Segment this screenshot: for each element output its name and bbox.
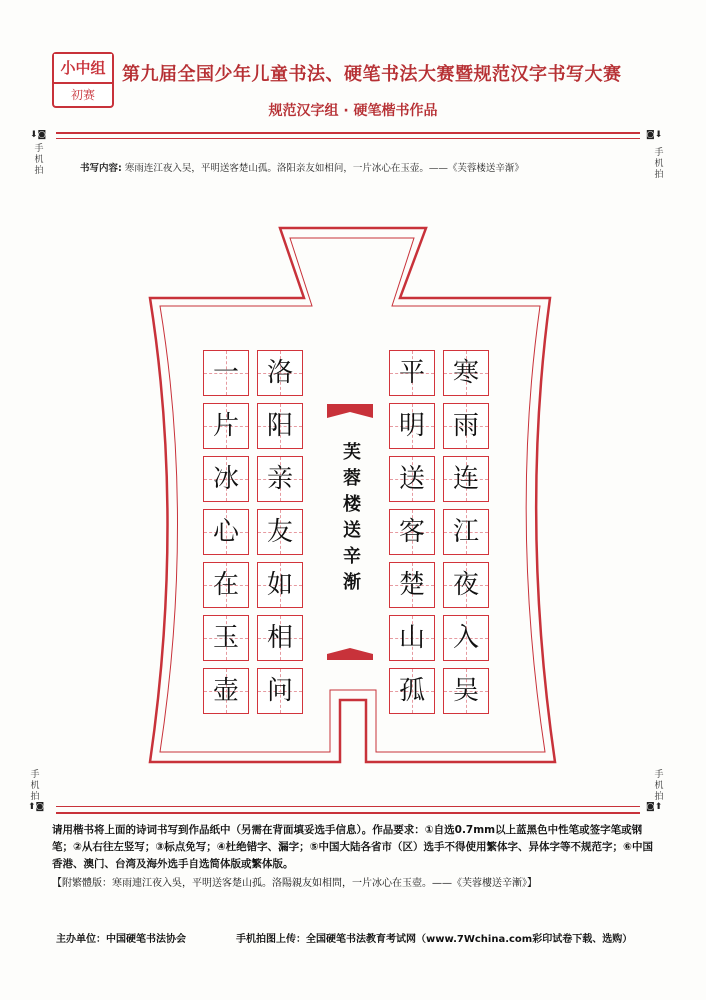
grid-character: 江 — [452, 517, 479, 547]
grid-cell — [203, 668, 249, 714]
badge-stage-label: 初赛 — [70, 88, 95, 102]
camera-upload-icon: ◙⬆ — [646, 802, 663, 812]
bottom-divider-thin — [56, 806, 640, 807]
grid-character: 问 — [266, 676, 293, 706]
grid-character: 心 — [212, 517, 239, 547]
grid-cell — [257, 562, 303, 608]
grid-cell — [203, 350, 249, 396]
grid-cell — [389, 350, 435, 396]
grid-character: 夜 — [452, 570, 479, 600]
grid-cell — [389, 668, 435, 714]
grid-cell — [203, 456, 249, 502]
page-subtitle: 规范汉字组 · 硬笔楷书作品 — [268, 103, 438, 119]
grid-character: 明 — [398, 411, 425, 441]
grid-character: 平 — [398, 358, 425, 388]
grid-cell — [257, 509, 303, 555]
grid-character: 玉 — [212, 623, 239, 653]
traditional-version: 【附繁體版：寒雨連江夜入吳，平明送客楚山孤。洛陽親友如相問，一片冰心在玉壺。——《芙蓉樓送辛漸》】 — [52, 878, 537, 889]
upload-camera-icon: ⬆◙ — [28, 802, 45, 812]
grid-character: 片 — [212, 411, 239, 441]
ribbon-bottom — [327, 648, 373, 660]
grid-cell — [443, 615, 489, 661]
page-title: 第九届全国少年儿童书法、硬笔书法大赛暨规范汉字书写大赛 — [122, 64, 622, 85]
grid-character: 友 — [266, 517, 293, 547]
ribbon-top — [327, 404, 373, 418]
grid-cell — [389, 456, 435, 502]
grid-cell — [443, 562, 489, 608]
poem-title-vertical — [322, 440, 382, 596]
grid-cell — [389, 509, 435, 555]
grid-cell — [257, 456, 303, 502]
grid-cell — [257, 615, 303, 661]
grid-cell — [443, 509, 489, 555]
grid-character: 在 — [212, 570, 239, 600]
grid-character: 雨 — [452, 411, 479, 441]
grid-cell — [257, 403, 303, 449]
poem-title-char: 辛 — [343, 546, 361, 567]
side-label-bottom-left: 手机拍 — [30, 770, 40, 802]
grid-character: 一 — [212, 358, 239, 388]
grid-character: 山 — [398, 623, 425, 653]
poem-title-char: 蓉 — [343, 468, 361, 489]
grid-cell — [203, 403, 249, 449]
poem-title-char: 渐 — [343, 572, 361, 593]
poem-title-char: 芙 — [343, 442, 361, 463]
grid-character: 连 — [452, 464, 479, 494]
grid-cell — [257, 350, 303, 396]
side-label-top-left: 手机拍 — [34, 144, 44, 176]
grid-cell — [443, 456, 489, 502]
grid-character: 孤 — [398, 676, 425, 706]
grid-character: 壶 — [212, 676, 239, 706]
grid-cell — [203, 562, 249, 608]
grid-character: 如 — [266, 570, 293, 600]
grid-cell — [443, 668, 489, 714]
grid-cell — [443, 403, 489, 449]
grid-character: 楚 — [398, 570, 425, 600]
grid-character: 冰 — [212, 464, 239, 494]
organizer: 主办单位：中国硬笔书法协会 — [56, 934, 186, 945]
grid-character: 入 — [452, 623, 479, 653]
grid-character: 寒 — [452, 358, 479, 388]
grid-cell — [257, 668, 303, 714]
grid-cell — [389, 403, 435, 449]
grid-character: 洛 — [266, 358, 293, 388]
grid-cell — [389, 615, 435, 661]
grid-character: 吴 — [452, 676, 479, 706]
grid-character: 阳 — [266, 411, 293, 441]
grid-character: 客 — [398, 517, 425, 547]
bottom-divider — [56, 812, 640, 814]
download-camera-icon: ⬇◙ — [30, 130, 47, 140]
grid-cell — [203, 615, 249, 661]
grid-cell — [443, 350, 489, 396]
instructions: 请用楷书将上面的诗词书写到作品纸中（另需在背面填妥选手信息）。作品要求：①自选0.7mm以上蓝黑色中性笔或签字笔或钢笔；②从右往左竖写；③标点免写；④杜绝错字、漏字；⑤中国大陆各省市（区）选手不得使用繁体字、异体字等不规范字；⑥中国香港、澳门、台湾及海外选手自选简体版或繁体版。 — [52, 824, 653, 870]
grid-character: 相 — [266, 623, 293, 653]
badge-group-label: 小中组 — [54, 54, 112, 84]
poem-title-char: 送 — [343, 520, 361, 541]
writing-content-text: 寒雨连江夜入吴，平明送客楚山孤。洛阳亲友如相问，一片冰心在玉壶。——《芙蓉楼送辛渐》 — [124, 163, 524, 174]
grid-cell — [203, 509, 249, 555]
upload-info: 手机拍图上传：全国硬笔书法教育考试网（www.7Wchina.com彩印试卷下载、选购） — [236, 934, 633, 945]
poem-title-char: 楼 — [343, 494, 361, 515]
side-label-top-right: 手机拍 — [654, 148, 664, 180]
writing-content-label: 书写内容: — [80, 163, 122, 174]
grid-cell — [389, 562, 435, 608]
side-label-bottom-right: 手机拍 — [654, 770, 664, 802]
camera-download-icon: ◙⬇ — [646, 130, 663, 140]
grid-character: 亲 — [266, 464, 293, 494]
grid-character: 送 — [398, 464, 425, 494]
